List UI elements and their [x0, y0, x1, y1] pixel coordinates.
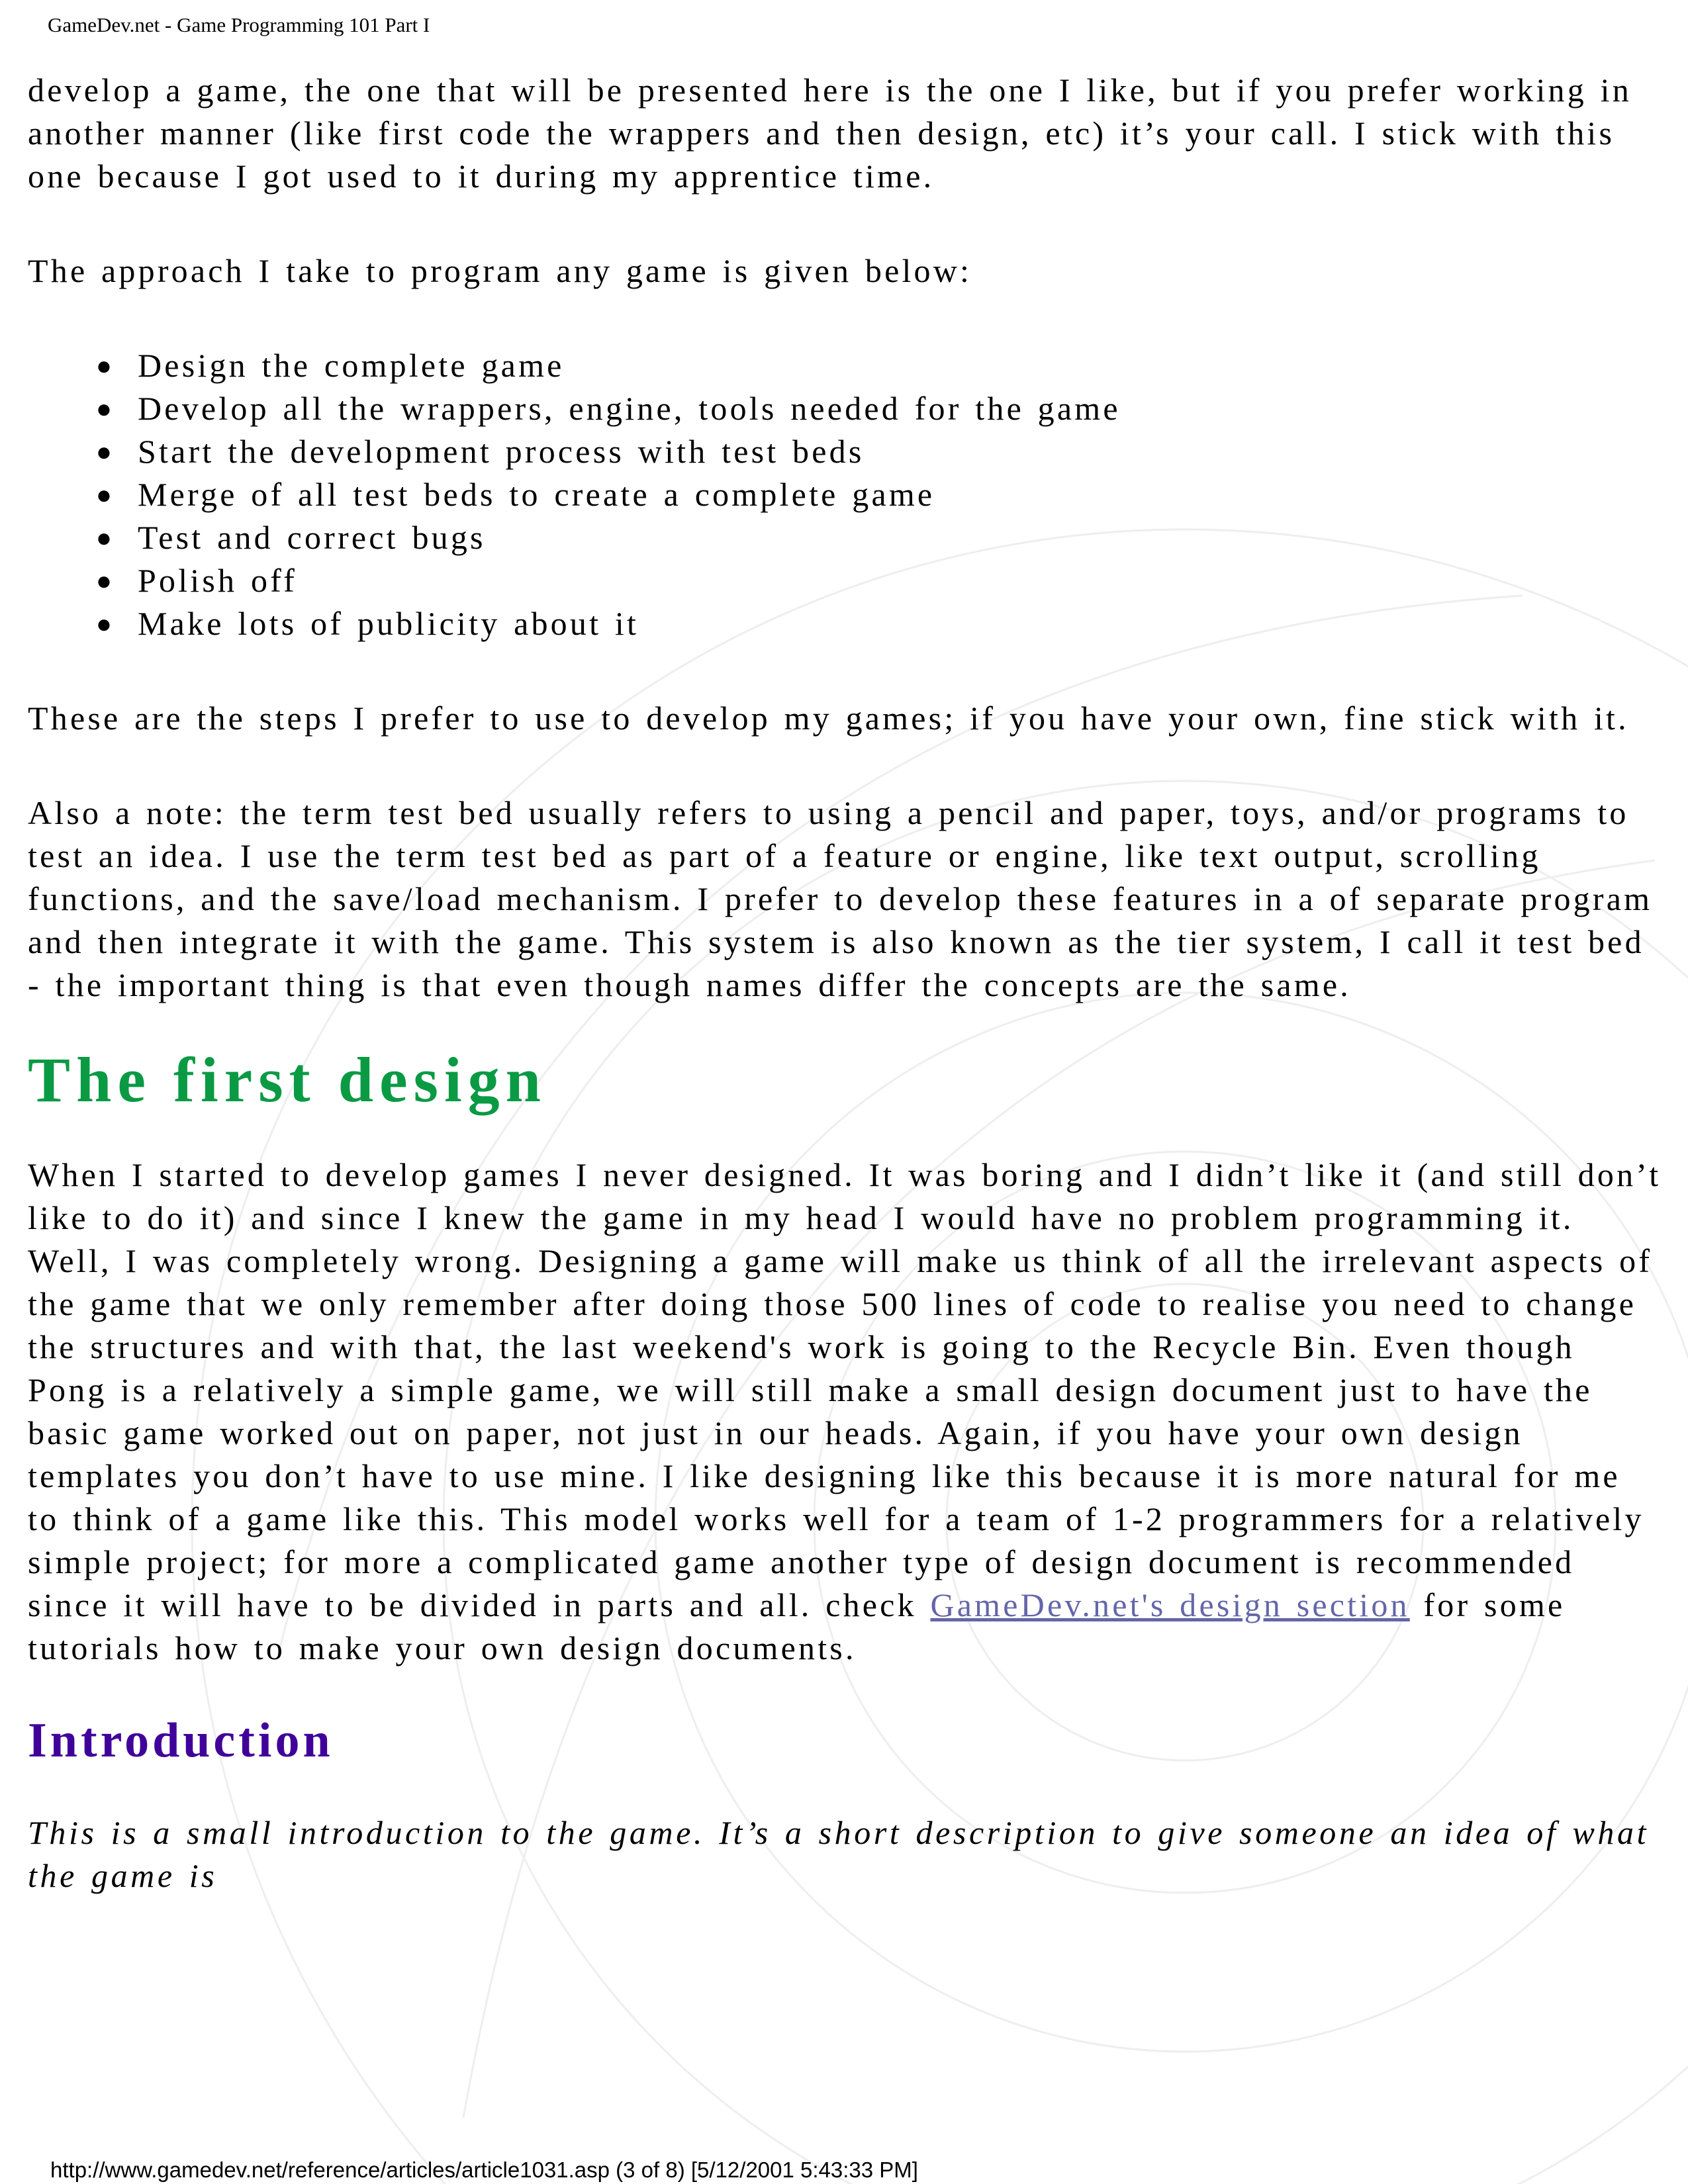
bullet-icon: ●	[95, 480, 113, 510]
list-item	[28, 559, 1663, 602]
list-item	[28, 387, 1663, 430]
steps-list	[28, 344, 1663, 645]
bullet-icon: ●	[95, 609, 113, 639]
list-item-text: Develop all the wrappers, engine, tools needed for the game	[138, 390, 1121, 427]
list-item-text: Polish off	[138, 562, 297, 599]
paragraph-test-bed-note: Also a note: the term test bed usually refers to using a pencil and paper, toys, and/or programs to test an idea. I use the term test bed as part of a feature or engine, like text output, scrolling functions, and the save/load mechanism. I prefer to develop these features in a of separate program and then integrate it with the game. This system is also known as the tier system, I call it test bed - the important thing is that even though names differ the concepts are the same.	[28, 794, 1653, 1003]
list-item	[28, 344, 1663, 387]
page-header-title: GameDev.net - Game Programming 101 Part I	[48, 13, 430, 36]
bullet-icon: ●	[95, 566, 113, 596]
paragraph-text-before-link: When I started to develop games I never designed. It was boring and I didn’t like it (and still don’t like to do it) and since I knew the game in my head I would have no problem programming it. Well, I was completely wrong. Designing a game will make us think of all the irrelevant aspects of the game that we only remember after doing those 500 lines of code to realise you need to change the structures and with that, the last weekend's work is going to the Recycle Bin. Even though Pong is a relatively a simple game, we will still make a small design document just to have the basic game worked out on paper, not just in our heads. Again, if you have your own design templates you don’t have to use mine. I like designing like this because it is more natural for me to think of a game like this. This model works well for a team of 1-2 programmers for a relatively simple project; for more a complicated game another type of design document is recommended since it will have to be divided in parts and all. check	[28, 1156, 1662, 1623]
list-item-text: Merge of all test beds to create a complete game	[138, 476, 935, 513]
bullet-icon: ●	[95, 351, 113, 381]
paragraph-approach-lead: The approach I take to program any game is given below:	[28, 252, 972, 289]
list-item	[28, 430, 1663, 473]
article-content	[28, 69, 1663, 1897]
list-item	[28, 473, 1663, 516]
list-item-text: Start the development process with test beds	[138, 433, 865, 470]
list-item-text: Test and correct bugs	[138, 519, 486, 556]
design-section-link[interactable]: GameDev.net's design section	[930, 1586, 1410, 1623]
introduction-text: This is a small introduction to the game. It’s a short description to give someone an idea of what the game is	[28, 1814, 1650, 1894]
list-item-text: Make lots of publicity about it	[138, 605, 639, 642]
section-heading-first-design: The first design	[28, 1044, 547, 1115]
list-item	[28, 602, 1663, 645]
paragraph-steps-note: These are the steps I prefer to use to develop my games; if you have your own, fine stick with it.	[28, 700, 1629, 737]
bullet-icon: ●	[95, 437, 113, 467]
paragraph-approach-intro: develop a game, the one that will be presented here is the one I like, but if you prefer working in another manner (like first code the wrappers and then design, etc) it’s your call. I stick with this one because I got used to it during my apprentice time.	[28, 71, 1632, 195]
page-footer-url: http://www.gamedev.net/reference/articles/article1031.asp (3 of 8) [5/12/2001 5:43:33 PM]	[50, 2158, 918, 2182]
list-item-text: Design the complete game	[138, 347, 565, 384]
bullet-icon: ●	[95, 523, 113, 553]
subheading-introduction: Introduction	[28, 1713, 334, 1768]
paragraph-text-after-link: for some tutorials how to make your own design documents.	[28, 1586, 1566, 1666]
bullet-icon: ●	[95, 394, 113, 424]
list-item	[28, 516, 1663, 559]
paragraph-first-design	[28, 1154, 1663, 1670]
